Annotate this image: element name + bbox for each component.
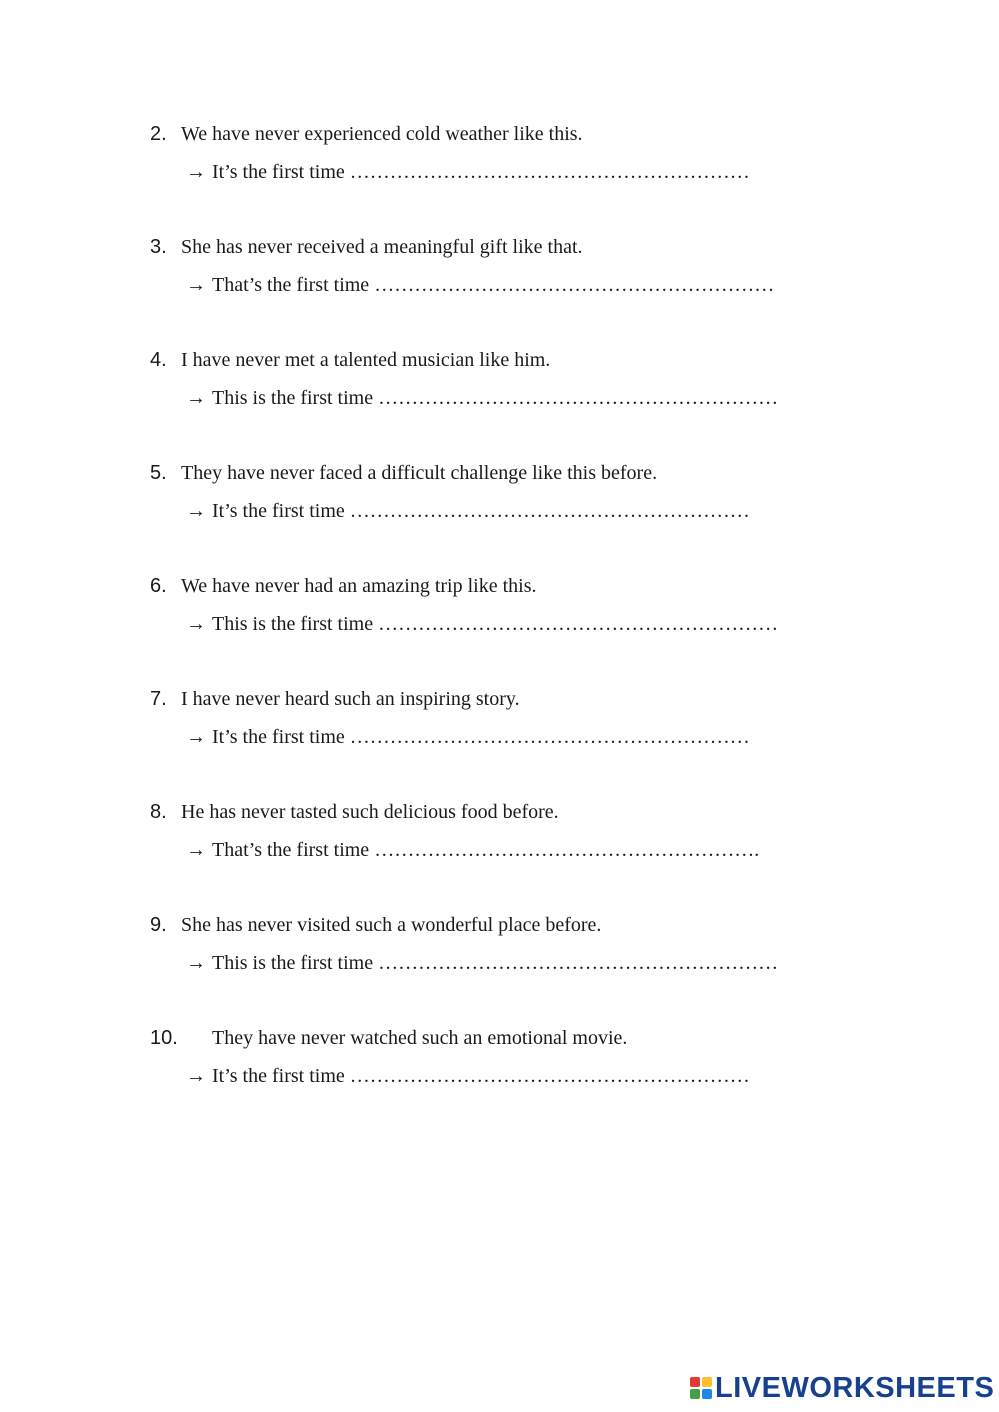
item-number: 6.: [150, 575, 167, 597]
answer-line[interactable]: [186, 611, 778, 637]
arrow-icon: →: [186, 613, 206, 635]
rewrite-prompt: This is the first time: [212, 952, 374, 974]
logo-text: LIVEWORKSHEETS: [715, 1372, 995, 1404]
answer-line[interactable]: [186, 837, 759, 863]
rewrite-prompt: This is the first time: [212, 613, 374, 635]
answer-blank[interactable]: ……………………………………………………: [349, 161, 750, 183]
rewrite-prompt: It’s the first time: [212, 161, 345, 183]
exercise-sentence-line: [150, 347, 550, 373]
exercise-sentence-line: [150, 799, 559, 825]
answer-blank[interactable]: ……………………………………………………: [378, 952, 779, 974]
exercise-item-6: [150, 573, 910, 653]
original-sentence: I have never heard such an inspiring story.: [181, 688, 520, 710]
item-number: 7.: [150, 688, 167, 710]
answer-blank[interactable]: ……………………………………………………: [349, 726, 750, 748]
arrow-icon: →: [186, 161, 206, 183]
answer-line[interactable]: [186, 385, 778, 411]
exercise-sentence-line: [150, 234, 583, 260]
item-number: 9.: [150, 914, 167, 936]
rewrite-prompt: That’s the first time: [212, 274, 370, 296]
exercise-item-2: [150, 121, 910, 201]
answer-blank[interactable]: ………………………………………………….: [374, 839, 760, 861]
exercise-item-9: [150, 912, 910, 992]
answer-blank[interactable]: ……………………………………………………: [374, 274, 775, 296]
exercise-sentence-line: [150, 912, 601, 938]
exercise-item-5: [150, 460, 910, 540]
item-number: 8.: [150, 801, 167, 823]
rewrite-prompt: That’s the first time: [212, 839, 370, 861]
rewrite-prompt: This is the first time: [212, 387, 374, 409]
exercise-item-3: [150, 234, 910, 314]
arrow-icon: →: [186, 500, 206, 522]
original-sentence: She has never visited such a wonderful place before.: [181, 914, 602, 936]
answer-blank[interactable]: ……………………………………………………: [378, 387, 779, 409]
exercise-sentence-line: [150, 460, 657, 486]
exercise-item-10: [150, 1025, 910, 1105]
arrow-icon: →: [186, 839, 206, 861]
logo-square-yellow: [702, 1377, 712, 1387]
logo-squares-icon: [690, 1377, 712, 1399]
item-number: 10.: [150, 1027, 178, 1049]
logo-square-green: [690, 1389, 700, 1399]
exercise-item-4: [150, 347, 910, 427]
answer-line[interactable]: [186, 159, 750, 185]
answer-blank[interactable]: ……………………………………………………: [349, 500, 750, 522]
answer-blank[interactable]: ……………………………………………………: [349, 1065, 750, 1087]
exercise-sentence-line: [150, 573, 536, 599]
rewrite-prompt: It’s the first time: [212, 726, 345, 748]
answer-line[interactable]: [186, 498, 750, 524]
original-sentence: We have never experienced cold weather like this.: [181, 123, 583, 145]
original-sentence: They have never watched such an emotional movie.: [212, 1027, 628, 1049]
rewrite-prompt: It’s the first time: [212, 1065, 345, 1087]
original-sentence: She has never received a meaningful gift like that.: [181, 236, 583, 258]
item-number: 3.: [150, 236, 167, 258]
arrow-icon: →: [186, 387, 206, 409]
original-sentence: They have never faced a difficult challenge like this before.: [181, 462, 658, 484]
item-number: 2.: [150, 123, 167, 145]
answer-line[interactable]: [186, 724, 750, 750]
answer-blank[interactable]: ……………………………………………………: [378, 613, 779, 635]
original-sentence: I have never met a talented musician like him.: [181, 349, 551, 371]
original-sentence: He has never tasted such delicious food before.: [181, 801, 559, 823]
item-number: 5.: [150, 462, 167, 484]
liveworksheets-logo[interactable]: [690, 1373, 994, 1403]
arrow-icon: →: [186, 726, 206, 748]
logo-square-blue: [702, 1389, 712, 1399]
arrow-icon: →: [186, 952, 206, 974]
answer-line[interactable]: [186, 1063, 750, 1089]
arrow-icon: →: [186, 274, 206, 296]
answer-line[interactable]: [186, 950, 778, 976]
exercise-item-8: [150, 799, 910, 879]
original-sentence: We have never had an amazing trip like this.: [181, 575, 537, 597]
exercise-sentence-line: [150, 686, 520, 712]
exercise-sentence-line: [150, 121, 583, 147]
exercise-item-7: [150, 686, 910, 766]
answer-line[interactable]: [186, 272, 774, 298]
item-number: 4.: [150, 349, 167, 371]
logo-square-red: [690, 1377, 700, 1387]
rewrite-prompt: It’s the first time: [212, 500, 345, 522]
arrow-icon: →: [186, 1065, 206, 1087]
exercise-sentence-line: [150, 1025, 627, 1051]
